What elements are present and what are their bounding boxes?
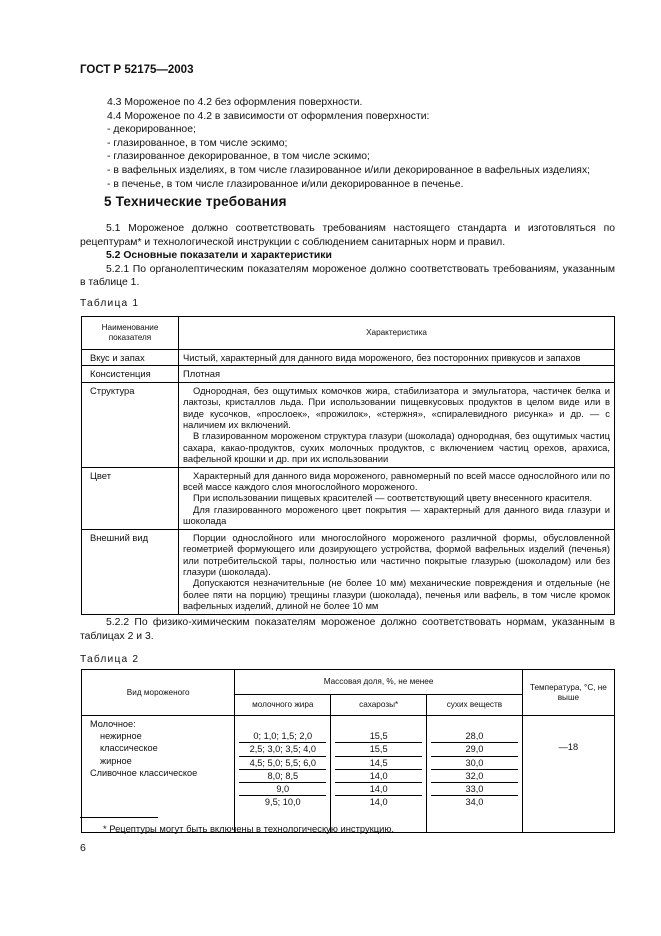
col-sugar-header: сахарозы* (331, 695, 427, 716)
table-row (82, 366, 615, 382)
paragraph-5-2: 5.2 Основные показатели и характеристики (106, 250, 332, 262)
indicator-description: Чистый, характерный для данного вида мороженого, без посторонних привкусов и запахов (179, 350, 615, 366)
page-number: 6 (80, 842, 86, 854)
kind-name: Молочное: (90, 719, 136, 729)
kind-name: жирное (100, 755, 132, 766)
dry-value (431, 718, 518, 730)
list-item: - в печенье, в том числе глазированное и/или декорированное в печенье. (107, 178, 464, 190)
sugar-value: 14,0 (335, 783, 422, 796)
dry-value: 30,0 (431, 757, 518, 770)
kind-name: Сливочное классическое (90, 767, 198, 778)
sugar-value (335, 718, 422, 730)
indicator-name: Внешний вид (82, 529, 179, 614)
list-item: - декорированное; (107, 124, 196, 136)
list-item: - глазированное декорированное, в том числе эскимо; (107, 151, 370, 163)
fat-value: 0; 1,0; 1,5; 2,0 (239, 730, 326, 743)
footnote-divider (80, 817, 158, 818)
dry-value: 28,0 (431, 730, 518, 743)
dry-column (427, 716, 523, 833)
kind-name: классическое (100, 743, 158, 754)
sugar-value: 15,5 (335, 743, 422, 756)
indicator-name: Вкус и запах (82, 350, 179, 366)
dry-value: 33,0 (431, 783, 518, 796)
indicator-name: Структура (82, 382, 179, 467)
paragraph-5-2-2: 5.2.2 По физико-химическим показателям мороженое должно соответствовать нормам, указанным в таблицах 2 и 3. (80, 617, 615, 642)
fat-value: 2,5; 3,0; 3,5; 4,0 (239, 743, 326, 756)
kind-name (90, 791, 234, 803)
sugar-value: 15,5 (335, 730, 422, 743)
fat-value: 9,0 (239, 783, 326, 796)
table2-caption: Таблица 2 (80, 654, 140, 665)
col-kind-header: Вид мороженого (82, 670, 235, 716)
table-row (82, 350, 615, 366)
col-temp-header: Температура, °С, не выше (522, 670, 614, 716)
physicochemical-table (81, 669, 615, 833)
sugar-value: 14,5 (335, 757, 422, 770)
kind-name (90, 779, 234, 791)
temperature-value: —18 (522, 716, 614, 833)
paragraph-5-1: 5.1 Мороженое должно соответствовать требованиям настоящего стандарта и изготовляться по рецептурам* и технологической инструкции с соблюдением санитарных норм и правил. (80, 223, 615, 248)
fat-value: 9,5; 10,0 (264, 797, 301, 808)
dry-value: 32,0 (431, 770, 518, 783)
sugar-value: 14,0 (369, 797, 388, 808)
sugar-column (331, 716, 427, 833)
dry-value: 34,0 (465, 797, 484, 808)
indicator-description: Плотная (179, 366, 615, 382)
indicator-name: Цвет (82, 467, 179, 529)
indicator-description: Порции однослойного или многослойного мороженого различной формы, обусловленной геометрией формующего или дозирующего устройства, формой вафельных изделий (печенья) или потребительской тары, полностью или частично покрытые глазурью (шоколадом) или без глазури (шоколада). Допускаются незначительные (не более 10 мм) механические повреждения и отдельные (не более пяти на порцию) трещины глазури (шоколада), печенья или вафель, в том числе кромок вафельных изделий, длиной не более 10 мм (179, 529, 615, 614)
section-title: 5 Технические требования (104, 194, 287, 209)
kind-column (82, 716, 235, 833)
list-item: - в вафельных изделиях, в том числе глазированное и/или декорированное в вафельных изделиях; (107, 164, 591, 176)
table-row (82, 382, 615, 467)
list-item: 4.3 Мороженое по 4.2 без оформления поверхности. (107, 97, 363, 108)
document-header: ГОСТ Р 52175—2003 (80, 64, 194, 76)
table1-col2-header: Характеристика (179, 317, 615, 350)
surface-design-list (107, 96, 627, 191)
table-row (82, 529, 615, 614)
col-mass-header: Массовая доля, %, не менее (235, 670, 522, 695)
indicator-name: Консистенция (82, 366, 179, 382)
list-item: 4.4 Мороженое по 4.2 в зависимости от оформления поверхности: (107, 110, 430, 122)
table-row (82, 467, 615, 529)
table1-caption: Таблица 1 (80, 298, 140, 309)
fat-value (239, 718, 326, 730)
fat-value: 8,0; 8,5 (239, 770, 326, 783)
section-body (80, 222, 615, 290)
table1-col1-header: Наименование показателя (82, 317, 179, 350)
col-fat-header: молочного жира (235, 695, 331, 716)
col-dry-header: сухих веществ (427, 695, 523, 716)
dry-value: 29,0 (431, 743, 518, 756)
sugar-value: 14,0 (335, 770, 422, 783)
indicator-description: Однородная, без ощутимых комочков жира, стабилизатора и эмульгатора, частичек белка и лактозы, кристаллов льда. При использовании пищевкусовых продуктов в целом виде или в виде кусочков, «прослоек», «прожилок», «стержня», «спиралевидного рисунка» и др. — с наличием их включений. В глазированном мороженом структура глазури (шоколада) однородная, без ощутимых частиц сахара, какао-продуктов, сухих молочных продуктов, с включением частиц орехов, арахиса, вафельной крошки и др. при их использовании (179, 382, 615, 467)
kind-name: нежирное (100, 731, 142, 742)
organoleptic-table (81, 316, 615, 615)
paragraph-5-2-1: 5.2.1 По органолептическим показателям мороженое должно соответствовать требованиям, указанным в таблице 1. (80, 263, 615, 289)
indicator-description: Характерный для данного вида мороженого, равномерный по всей массе однослойного или по всей массе каждого слоя многослойного мороженого. При использовании пищевых красителей — соответствующий цвету внесенного красителя. Для глазированного мороженого цвет покрытия — характерный для данного вида глазури и шоколада (179, 467, 615, 529)
footnote: * Рецептуры могут быть включены в технологическую инструкцию. (103, 823, 395, 834)
fat-value: 4,5; 5,0; 5,5; 6,0 (239, 757, 326, 770)
fat-column (235, 716, 331, 833)
list-item: - глазированное, в том числе эскимо; (107, 137, 288, 149)
